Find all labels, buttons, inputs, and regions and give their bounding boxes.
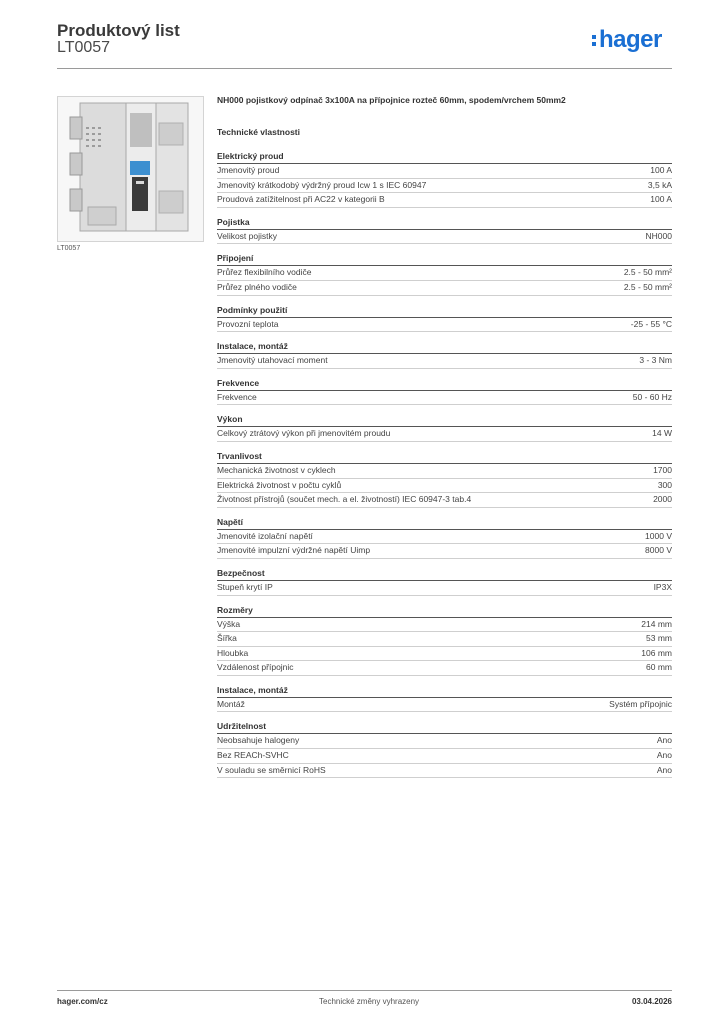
spec-group-title: Bezpečnost bbox=[217, 567, 672, 581]
spec-group-title: Frekvence bbox=[217, 377, 672, 391]
spec-group bbox=[217, 216, 672, 245]
spec-value: Ano bbox=[656, 750, 672, 761]
spec-value: Ano bbox=[656, 735, 672, 746]
spec-group bbox=[217, 516, 672, 559]
spec-row bbox=[217, 230, 672, 245]
specification-panel bbox=[217, 93, 672, 786]
spec-row bbox=[217, 661, 672, 676]
spec-value: Ano bbox=[656, 764, 672, 775]
spec-label: Jmenovité izolační napětí bbox=[217, 530, 313, 541]
spec-label: Montáž bbox=[217, 698, 245, 709]
spec-group bbox=[217, 720, 672, 778]
spec-value: 1700 bbox=[653, 464, 672, 475]
spec-label: Průřez plného vodiče bbox=[217, 281, 297, 292]
spec-row bbox=[217, 281, 672, 296]
spec-value: 2000 bbox=[653, 494, 672, 505]
spec-row bbox=[217, 698, 672, 713]
product-code: LT0057 bbox=[57, 39, 111, 56]
spec-value: IP3X bbox=[653, 581, 672, 592]
spec-value: 100 A bbox=[650, 165, 672, 175]
spec-value: 50 - 60 Hz bbox=[632, 391, 672, 402]
spec-label: Jmenovitý krátkodobý výdržný proud Icw 1 s IEC 60947 bbox=[217, 179, 427, 190]
spec-value: -25 - 55 °C bbox=[630, 318, 672, 329]
spec-value: 3,5 kA bbox=[647, 179, 672, 190]
spec-row bbox=[217, 193, 672, 208]
spec-label: Celkový ztrátový výkon při jmenovitém proudu bbox=[217, 428, 391, 439]
spec-row bbox=[217, 164, 672, 179]
hager-logo bbox=[592, 26, 662, 54]
spec-value: 2.5 - 50 mm² bbox=[623, 281, 672, 292]
spec-group-title: Výkon bbox=[217, 413, 672, 427]
spec-group bbox=[217, 304, 672, 333]
spec-value: 2.5 - 50 mm² bbox=[623, 267, 672, 278]
spec-row bbox=[217, 749, 672, 764]
spec-row bbox=[217, 530, 672, 545]
spec-row bbox=[217, 734, 672, 749]
spec-row bbox=[217, 618, 672, 633]
spec-groups bbox=[217, 150, 672, 778]
spec-value: Systém přípojnic bbox=[609, 698, 672, 709]
spec-group bbox=[217, 450, 672, 508]
spec-group bbox=[217, 567, 672, 596]
spec-value: 14 W bbox=[652, 428, 672, 439]
spec-value: NH000 bbox=[645, 230, 672, 241]
spec-row bbox=[217, 354, 672, 369]
spec-group bbox=[217, 684, 672, 713]
image-caption: LT0057 bbox=[57, 245, 81, 252]
page-title: Produktový list bbox=[57, 21, 180, 40]
spec-label: Průřez flexibilního vodiče bbox=[217, 267, 312, 278]
spec-row bbox=[217, 427, 672, 442]
spec-label: Bez REACh-SVHC bbox=[217, 750, 289, 761]
footer-divider bbox=[57, 990, 672, 991]
spec-label: Velikost pojistky bbox=[217, 230, 277, 241]
spec-label: Proudová zatížitelnost při AC22 v kategorii B bbox=[217, 194, 385, 205]
spec-label: Jmenovitý utahovací moment bbox=[217, 355, 328, 366]
spec-label: Frekvence bbox=[217, 391, 257, 402]
spec-label: V souladu se směrnicí RoHS bbox=[217, 764, 326, 775]
spec-label: Jmenovitý proud bbox=[217, 165, 280, 175]
spec-label: Hloubka bbox=[217, 647, 249, 658]
spec-group-title: Podmínky použití bbox=[217, 304, 672, 318]
logo-text: hager bbox=[599, 26, 662, 53]
header-divider bbox=[57, 68, 672, 69]
spec-group bbox=[217, 377, 672, 406]
spec-row bbox=[217, 391, 672, 406]
spec-label: Vzdálenost přípojnic bbox=[217, 662, 294, 673]
spec-row bbox=[217, 318, 672, 333]
spec-group bbox=[217, 150, 672, 208]
spec-group-title: Rozměry bbox=[217, 604, 672, 618]
spec-label: Životnost přístrojů (součet mech. a el. životností) IEC 60947-3 tab.4 bbox=[217, 494, 472, 505]
spec-group-title: Trvanlivost bbox=[217, 450, 672, 464]
spec-value: 214 mm bbox=[641, 618, 672, 629]
spec-label: Výška bbox=[217, 618, 241, 629]
spec-group-title: Elektrický proud bbox=[217, 150, 672, 164]
spec-value: 8000 V bbox=[645, 545, 672, 556]
spec-label: Provozní teplota bbox=[217, 318, 279, 329]
spec-row bbox=[217, 493, 672, 508]
spec-label: Stupeň krytí IP bbox=[217, 581, 273, 592]
spec-row bbox=[217, 464, 672, 479]
section-heading: Technické vlastnosti bbox=[217, 127, 300, 137]
footer-date: 03.04.2026 bbox=[631, 997, 672, 1006]
logo-colon-icon bbox=[592, 32, 597, 48]
spec-value: 60 mm bbox=[646, 662, 672, 673]
spec-row bbox=[217, 544, 672, 559]
spec-label: Mechanická životnost v cyklech bbox=[217, 464, 336, 475]
spec-value: 1000 V bbox=[645, 530, 672, 541]
spec-row bbox=[217, 632, 672, 647]
spec-group-title: Připojení bbox=[217, 252, 672, 266]
footer-note: Technické změny vyhrazeny bbox=[319, 997, 420, 1006]
spec-group-title: Pojistka bbox=[217, 216, 672, 230]
spec-row bbox=[217, 764, 672, 779]
spec-value: 3 - 3 Nm bbox=[639, 355, 672, 366]
spec-label: Neobsahuje halogeny bbox=[217, 735, 300, 746]
spec-group-title: Instalace, montáž bbox=[217, 684, 672, 698]
spec-value: 106 mm bbox=[641, 647, 672, 658]
product-image bbox=[57, 96, 204, 242]
spec-group-title: Instalace, montáž bbox=[217, 340, 672, 354]
spec-group-title: Napětí bbox=[217, 516, 672, 530]
spec-value: 300 bbox=[657, 479, 672, 490]
spec-label: Šířka bbox=[217, 633, 237, 644]
spec-row bbox=[217, 647, 672, 662]
product-description: NH000 pojistkový odpínač 3x100A na přípojnice rozteč 60mm, spodem/vrchem 50mm2 bbox=[217, 95, 566, 105]
spec-group bbox=[217, 340, 672, 369]
spec-row bbox=[217, 266, 672, 281]
spec-group bbox=[217, 413, 672, 442]
spec-group bbox=[217, 252, 672, 295]
spec-value: 53 mm bbox=[646, 633, 672, 644]
spec-row bbox=[217, 581, 672, 596]
footer-website: hager.com/cz bbox=[57, 997, 108, 1006]
spec-group-title: Udržitelnost bbox=[217, 720, 672, 734]
spec-row bbox=[217, 179, 672, 194]
spec-value: 100 A bbox=[650, 194, 672, 205]
spec-label: Elektrická životnost v počtu cyklů bbox=[217, 479, 342, 490]
spec-group bbox=[217, 604, 672, 676]
spec-label: Jmenovité impulzní výdržné napětí Uimp bbox=[217, 545, 371, 556]
spec-row bbox=[217, 479, 672, 494]
